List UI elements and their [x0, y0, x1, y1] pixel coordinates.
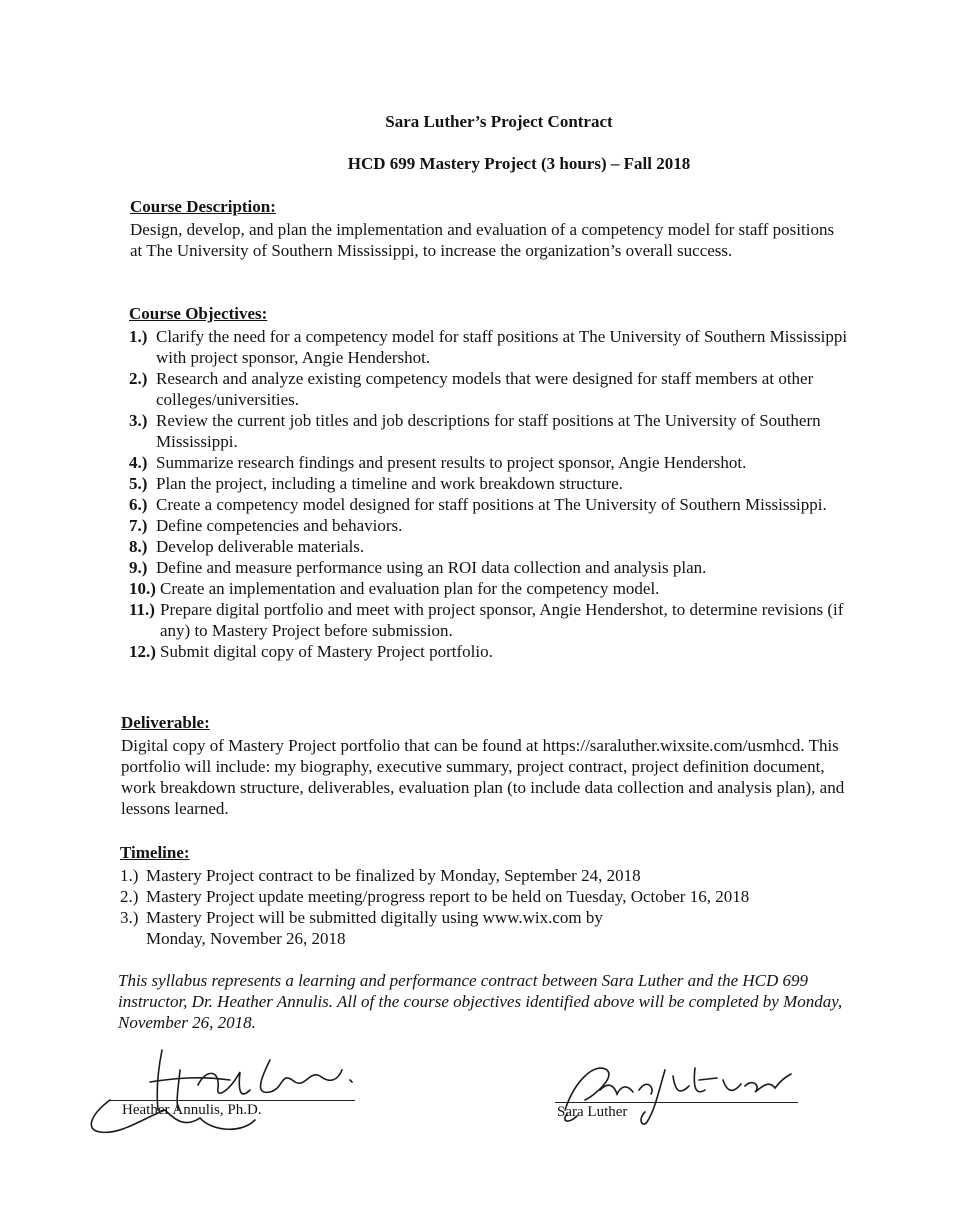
student-signature-line	[555, 1102, 798, 1103]
objective-number: 10.)	[129, 579, 156, 598]
objective-number: 12.)	[129, 642, 156, 661]
objective-text: Define and measure performance using an ROI data collection and analysis plan.	[156, 558, 707, 577]
objective-item	[129, 494, 849, 515]
objective-item	[129, 578, 849, 599]
objective-item	[129, 368, 849, 410]
objective-number: 9.)	[129, 558, 148, 577]
objective-item	[129, 641, 849, 662]
course-objectives-section	[129, 303, 849, 662]
document-subtitle: HCD 699 Mastery Project (3 hours) – Fall 2018	[347, 154, 691, 173]
objective-item	[129, 599, 849, 641]
instructor-signature-line	[110, 1100, 355, 1101]
objective-number: 5.)	[129, 474, 148, 493]
objective-text: Plan the project, including a timeline and work breakdown structure.	[156, 474, 623, 493]
timeline-item	[120, 886, 840, 907]
objective-item	[129, 326, 849, 368]
objective-text: Define competencies and behaviors.	[156, 516, 403, 535]
timeline-item	[120, 865, 840, 886]
course-objectives-heading: Course Objectives:	[129, 304, 268, 323]
timeline-text: Mastery Project will be submitted digitally using www.wix.com by Monday, November 26, 2018	[146, 908, 603, 948]
objective-number: 11.)	[129, 600, 155, 619]
timeline-text: Mastery Project update meeting/progress report to be held on Tuesday, October 16, 2018	[146, 887, 750, 906]
objective-number: 6.)	[129, 495, 148, 514]
document-title: Sara Luther’s Project Contract	[385, 112, 613, 131]
objective-item	[129, 473, 849, 494]
objective-text: Submit digital copy of Mastery Project portfolio.	[160, 642, 493, 661]
objective-item	[129, 452, 849, 473]
objective-item	[129, 536, 849, 557]
instructor-name: Heather Annulis, Ph.D.	[122, 1102, 262, 1118]
objective-number: 3.)	[129, 411, 148, 430]
timeline-number: 3.)	[120, 908, 139, 927]
objective-number: 1.)	[129, 327, 148, 346]
objective-text: Review the current job titles and job descriptions for staff positions at The University of Southern Mississippi.	[156, 411, 821, 451]
deliverable-section	[121, 712, 851, 819]
objective-text: Create a competency model designed for staff positions at The University of Southern Mississippi.	[156, 495, 827, 514]
student-signature-block	[555, 1050, 815, 1130]
deliverable-text: Digital copy of Mastery Project portfolio that can be found at https://saraluther.wixsite.com/usmhcd. This portfolio will include: my biography, executive summary, project contract, project definition document, work breakdown structure, deliverables, evaluation plan (to include data collection and analysis plan), and lessons learned.	[121, 736, 845, 818]
objective-item	[129, 515, 849, 536]
timeline-number: 1.)	[120, 866, 139, 885]
student-name: Sara Luther	[557, 1104, 628, 1120]
objective-number: 2.)	[129, 369, 148, 388]
course-description-text: Design, develop, and plan the implementation and evaluation of a competency model for staff positions at The University of Southern Mississippi, to increase the organization’s overall success.	[130, 220, 835, 260]
timeline-heading: Timeline:	[120, 843, 190, 862]
timeline-text: Mastery Project contract to be finalized by Monday, September 24, 2018	[146, 866, 641, 885]
objective-number: 8.)	[129, 537, 148, 556]
objective-text: Develop deliverable materials.	[156, 537, 365, 556]
closing-statement: This syllabus represents a learning and performance contract between Sara Luther and the HCD 699 instructor, Dr. Heather Annulis. All of the course objectives identified above will be completed by Monday, November 26, 2018.	[118, 971, 843, 1032]
objective-item	[129, 557, 849, 578]
timeline-item	[120, 907, 666, 949]
objective-text: Clarify the need for a competency model for staff positions at The University of Southern Mississippi with project sponsor, Angie Hendershot.	[156, 327, 848, 367]
timeline-section	[120, 842, 840, 949]
objective-number: 7.)	[129, 516, 148, 535]
objective-number: 4.)	[129, 453, 148, 472]
instructor-signature-block	[80, 1040, 380, 1140]
objective-item	[129, 410, 849, 452]
timeline-number: 2.)	[120, 887, 139, 906]
objective-text: Create an implementation and evaluation plan for the competency model.	[160, 579, 660, 598]
objective-text: Research and analyze existing competency models that were designed for staff members at other colleges/universities.	[156, 369, 814, 409]
objective-text: Summarize research findings and present results to project sponsor, Angie Hendershot.	[156, 453, 747, 472]
course-description-heading: Course Description:	[130, 197, 276, 216]
course-description-section	[130, 196, 850, 261]
instructor-signature	[80, 1040, 380, 1140]
objective-text: Prepare digital portfolio and meet with project sponsor, Angie Hendershot, to determine revisions (if any) to Mastery Project before submission.	[160, 600, 844, 640]
deliverable-heading: Deliverable:	[121, 713, 210, 732]
